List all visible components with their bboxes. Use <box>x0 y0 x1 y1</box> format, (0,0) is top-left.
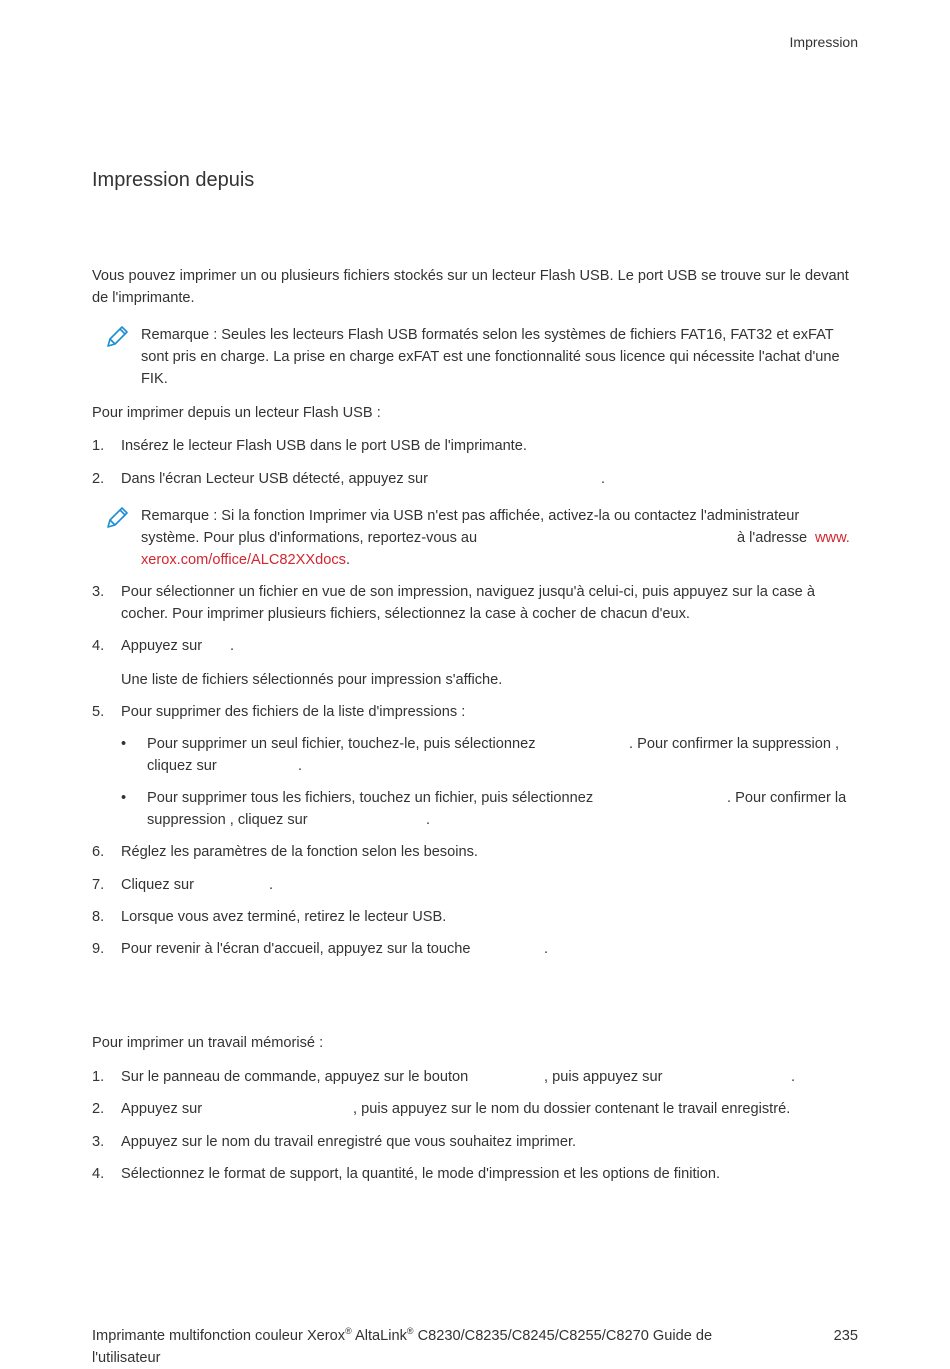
bullet-1-line2: cliquez sur <box>147 758 217 774</box>
bullet-2-line2-end: . <box>426 812 431 828</box>
usb-step-4-result: Une liste de fichiers sélectionnés pour impression s'affiche. <box>121 672 503 688</box>
note-usb-tail: . <box>345 552 351 568</box>
stored-step-1-text: Sur le panneau de commande, appuyez sur le bouton <box>121 1069 469 1085</box>
usb-step-3: Pour sélectionner un fichier en vue de son impression, naviguez jusqu'à celui-ci, puis appuyez sur la case à cocher. Pour imprimer plusieurs fichiers, sélectionnez la case à cocher de chacun d'eux. <box>121 584 815 622</box>
step-number: 2. <box>92 1101 105 1117</box>
footer-models: C8230/C8235/C8245/C8255/C8270 Guide de <box>417 1328 713 1344</box>
usb-step-2-text: Dans l'écran Lecteur USB détecté, appuyez sur <box>121 471 428 487</box>
note-usb-line2-end: à l'adresse <box>737 530 808 546</box>
pencil-icon <box>104 505 130 531</box>
bullet-1-line1: Pour supprimer un seul fichier, touchez-le, puis sélectionnez <box>147 736 536 752</box>
bullet-1-line2-end: . <box>298 758 303 774</box>
note-usb-line1: Remarque : Si la fonction Imprimer via USB n'est pas affichée, activez-la ou contactez l'administrateur <box>141 508 800 524</box>
bullet-2-line2: suppression , cliquez sur <box>147 812 308 828</box>
step-number: 4. <box>92 1166 105 1182</box>
note-usb-line2: système. Pour plus d'informations, reportez-vous au <box>141 530 478 546</box>
usb-step-6: Réglez les paramètres de la fonction selon les besoins. <box>121 844 478 860</box>
step-number: 3. <box>92 584 105 600</box>
running-header: Impression <box>789 34 858 50</box>
section-title: Impression depuis <box>92 169 255 191</box>
stored-step-2-text: Appuyez sur <box>121 1101 203 1117</box>
step-number: 8. <box>92 909 105 925</box>
bullet-marker <box>121 733 126 755</box>
step-number: 4. <box>92 638 105 654</box>
usb-step-2-end: . <box>601 471 606 487</box>
usb-step-5: Pour supprimer des fichiers de la liste d'impressions : <box>121 704 466 720</box>
bullet-2-line1: Pour supprimer tous les fichiers, touchez un fichier, puis sélectionnez <box>147 790 594 806</box>
registered-mark: ® <box>406 1326 414 1337</box>
step-number: 7. <box>92 877 105 893</box>
docs-link-part1[interactable]: www. <box>815 530 850 546</box>
docs-link-part2[interactable]: xerox.com/office/ALC82XXdocs <box>141 552 346 568</box>
footer-brand: Imprimante multifonction couleur Xerox <box>92 1328 346 1344</box>
stored-lead: Pour imprimer un travail mémorisé : <box>92 1035 324 1051</box>
usb-step-4-end: . <box>230 638 235 654</box>
stored-step-2-end: , puis appuyez sur le nom du dossier contenant le travail enregistré. <box>353 1101 791 1117</box>
usb-step-4-text: Appuyez sur <box>121 638 203 654</box>
usb-lead: Pour imprimer depuis un lecteur Flash USB : <box>92 405 381 421</box>
footer-model: AltaLink <box>354 1328 407 1344</box>
stored-step-1-end: . <box>791 1069 796 1085</box>
bullet-2-line1-end: . Pour confirmer la <box>727 790 847 806</box>
step-number: 6. <box>92 844 105 860</box>
page-number: 235 <box>833 1328 858 1344</box>
stored-step-3: Appuyez sur le nom du travail enregistré que vous souhaitez imprimer. <box>121 1134 577 1150</box>
registered-mark: ® <box>345 1326 352 1337</box>
step-number: 5. <box>92 704 105 720</box>
usb-step-9-end: . <box>544 941 549 957</box>
step-number: 1. <box>92 438 105 454</box>
usb-step-9-text: Pour revenir à l'écran d'accueil, appuyez sur la touche <box>121 941 471 957</box>
usb-step-8: Lorsque vous avez terminé, retirez le lecteur USB. <box>121 909 447 925</box>
footer-product <box>92 1325 792 1369</box>
docs-link-line <box>141 549 350 571</box>
step-number: 2. <box>92 471 105 487</box>
step-number: 3. <box>92 1134 105 1150</box>
stored-step-1-mid: , puis appuyez sur <box>544 1069 663 1085</box>
bullet-1-line1-end: . Pour confirmer la suppression , <box>629 736 840 752</box>
usb-step-7-end: . <box>269 877 274 893</box>
step-number: 1. <box>92 1069 105 1085</box>
bullet-marker <box>121 787 126 809</box>
pencil-icon <box>104 324 130 350</box>
step-number: 9. <box>92 941 105 957</box>
footer-guide: l'utilisateur <box>92 1350 161 1366</box>
intro-paragraph: Vous pouvez imprimer un ou plusieurs fichiers stockés sur un lecteur Flash USB. Le port USB se trouve sur le devant de l'imprimante. <box>92 268 849 306</box>
note-filesystems: Remarque : Seules les lecteurs Flash USB formatés selon les systèmes de fichiers FAT16, FAT32 et exFAT sont pris en charge. La prise en charge exFAT est une fonctionnalité sous licence qui nécessite l'achat d'une FIK. <box>141 327 840 387</box>
stored-step-4: Sélectionnez le format de support, la quantité, le mode d'impression et les options de finition. <box>121 1166 721 1182</box>
usb-step-7-text: Cliquez sur <box>121 877 194 893</box>
usb-step-1: Insérez le lecteur Flash USB dans le port USB de l'imprimante. <box>121 438 527 454</box>
